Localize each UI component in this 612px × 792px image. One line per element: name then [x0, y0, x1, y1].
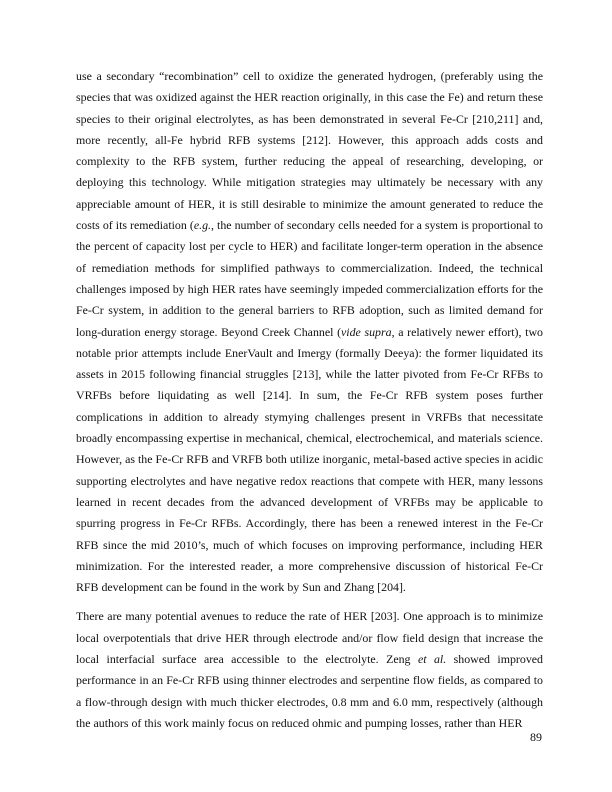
paragraph-1: [76, 66, 543, 598]
paragraph-2-text: There are many potential avenues to reduce the rate of HER [203]. One approach is to minimize local overpotentials that drive HER through electrode and/or flow field design that increase the local interfacial surface area accessible to the electrolyte. Zeng: [76, 609, 543, 667]
italic-vide-supra: vide supra: [341, 324, 392, 339]
page-number: 89: [530, 730, 542, 744]
paragraph-1-text: , the number of secondary cells needed for a system is proportional to the percent of capacity lost per cycle to HER) and facilitate longer-term operation in the absence of remediation methods for simplified pathways to commercialization. Indeed, the technical challenges imposed by high HER rates have seemingly impeded commercialization efforts for the Fe-Cr system, in addition to the general barriers to RFB adoption, such as limited demand for long-duration energy storage. Beyond Creek Channel (: [76, 218, 543, 339]
body-text: [76, 66, 543, 734]
italic-eg: e.g.: [193, 218, 211, 233]
italic-et-al: et al.: [417, 652, 447, 667]
paragraph-1-text: , a relatively newer effort), two notable prior attempts include EnerVault and Imergy (formally Deeya): the former liquidated its assets in 2015 following financial struggles [213], while the latter pivoted from Fe-Cr RFBs to VRFBs before liquidating as well [214]. In sum, the Fe-Cr RFB system poses further complications in addition to already stymying challenges present in VRFBs that necessitate broadly encompassing expertise in mechanical, chemical, electrochemical, and materials science. However, as the Fe-Cr RFB and VRFB both utilize inorganic, metal-based active species in acidic supporting electrolytes and have negative redox reactions that compete with HER, many lessons learned in recent decades from the advanced development of VRFBs may be applicable to spurring progress in Fe-Cr RFBs. Accordingly, there has been a renewed interest in the Fe-Cr RFB since the mid 2010’s, much of which focuses on improving performance, including HER minimization. For the interested reader, a more comprehensive discussion of historical Fe-Cr RFB development can be found in the work by Sun and Zhang [204].: [76, 324, 543, 595]
paragraph-1-text: use a secondary “recombination” cell to oxidize the generated hydrogen, (preferably using the species that was oxidized against the HER reaction originally, in this case the Fe) and return these species to their original electrolytes, as has been demonstrated in several Fe-Cr [210,211] and, more recently, all-Fe hybrid RFB systems [212]. However, this approach adds costs and complexity to the RFB system, further reducing the appeal of researching, developing, or deploying this technology. While mitigation strategies may ultimately be necessary with any appreciable amount of HER, it is still desirable to minimize the amount generated to reduce the costs of its remediation (: [76, 69, 543, 233]
paragraph-2: [76, 606, 543, 734]
paragraph-2-text: showed improved performance in an Fe-Cr RFB using thinner electrodes and serpentine flow fields, as compared to a flow-through design with much thicker electrodes, 0.8 mm and 6.0 mm, respectively (although the authors of this work mainly focus on reduced ohmic and pumping losses, rather than HER: [76, 652, 543, 730]
